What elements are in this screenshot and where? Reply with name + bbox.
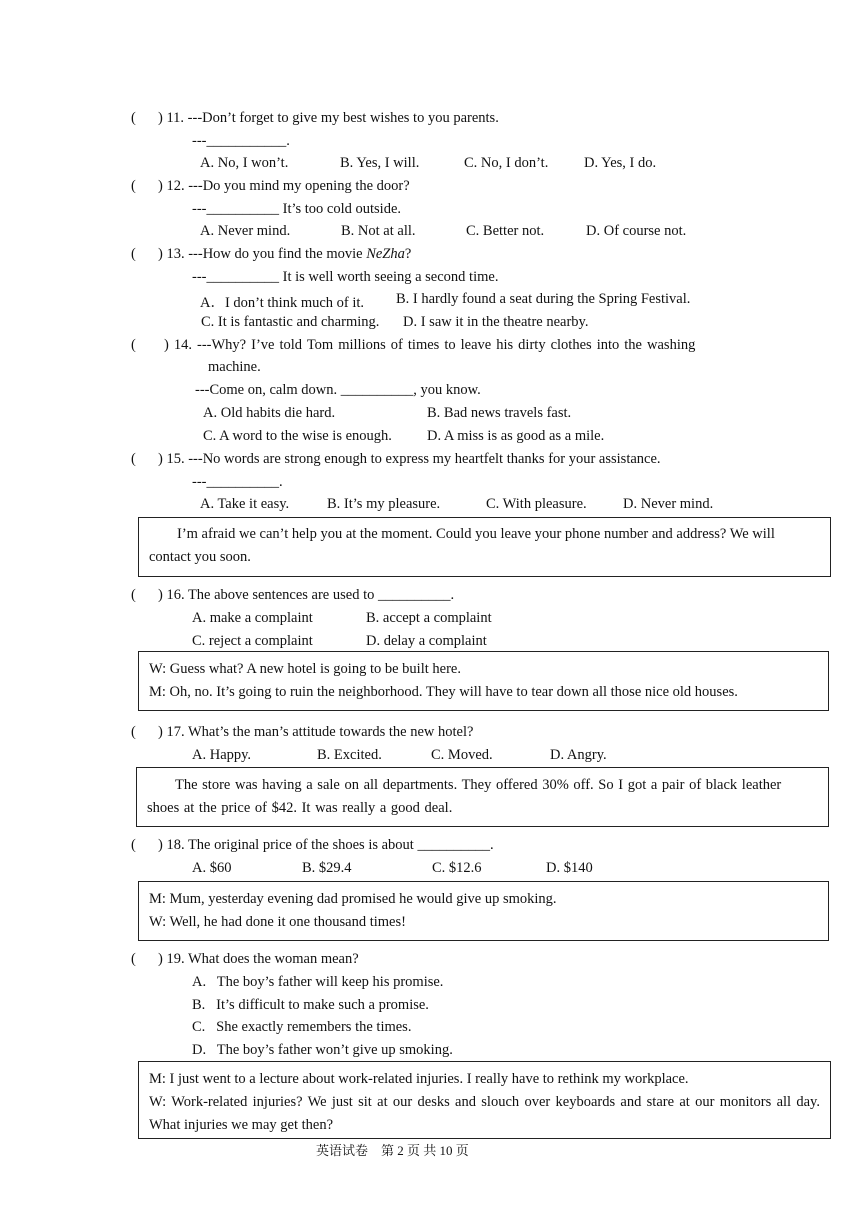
q11-option-a: A. No, I won’t. [200, 155, 289, 171]
q12-reply: ---__________ It’s too cold outside. [192, 201, 402, 217]
q17-stem: ) 17. What’s the man’s attitude towards the new hotel? [158, 724, 474, 740]
q15-option-a: A. Take it easy. [200, 496, 290, 512]
q12-option-c: C. Better not. [466, 223, 545, 239]
dialogue-line: M: Mum, yesterday evening dad promised he would give up smoking. [149, 891, 557, 907]
dialogue-line: M: I just went to a lecture about work-related injuries. I really have to rethink my workplace. [149, 1071, 689, 1087]
q18-option-b: B. $29.4 [302, 860, 352, 876]
q14-option-c: C. A word to the wise is enough. [203, 428, 392, 444]
q13-stem: ) 13. ---How do you find the movie NeZha? [158, 246, 412, 262]
q14-stem-cont: machine. [208, 359, 261, 375]
q14-option-d: D. A miss is as good as a mile. [427, 428, 605, 444]
q13-option-a: A．I don’t think much of it. [200, 295, 365, 311]
dialogue-line: W: Work-related injuries? We just sit at our desks and slouch over keyboards and stare at our monitors all day. What injuries we may get then? [149, 1094, 820, 1133]
passage-text: I’m afraid we can’t help you at the moment. Could you leave your phone number and address? We will contact you soon. [149, 526, 775, 565]
q11-option-c: C. No, I don’t. [464, 155, 549, 171]
q15-option-b: B. It’s my pleasure. [327, 496, 441, 512]
q11-stem: ) 11. ---Don’t forget to give my best wishes to you parents. [158, 110, 499, 126]
q11-option-b: B. Yes, I will. [340, 155, 420, 171]
dialogue-box-q17 [138, 651, 829, 711]
dialogue-line: W: Well, he had done it one thousand times! [149, 914, 406, 930]
q11-reply: ---___________. [192, 133, 290, 149]
q13-option-d: D. I saw it in the theatre nearby. [403, 314, 589, 330]
q19-paren: ( [131, 951, 136, 967]
q17-option-c: C. Moved. [431, 747, 493, 763]
q12-paren: ( [131, 178, 136, 194]
q19-option-c: C. She exactly remembers the times. [192, 1019, 412, 1035]
q14-option-b: B. Bad news travels fast. [427, 405, 572, 421]
q19-option-b: B. It’s difficult to make such a promise. [192, 997, 429, 1013]
q16-paren: ( [131, 587, 136, 603]
q16-option-a: A. make a complaint [192, 610, 313, 626]
dialogue-box-q20 [138, 1061, 831, 1139]
q19-stem: ) 19. What does the woman mean? [158, 951, 359, 967]
q11-paren: ( [131, 110, 136, 126]
q14-stem: ) 14. ---Why? I’ve told Tom millions of times to leave his dirty clothes into the washing [164, 337, 696, 353]
dialogue-line: M: Oh, no. It’s going to ruin the neighborhood. They will have to tear down all those nice old houses. [149, 684, 738, 700]
q12-stem: ) 12. ---Do you mind my opening the door? [158, 178, 410, 194]
q17-paren: ( [131, 724, 136, 740]
q17-option-a: A. Happy. [192, 747, 252, 763]
passage-box-q18 [136, 767, 829, 827]
q19-option-d: D. The boy’s father won’t give up smoking. [192, 1042, 453, 1058]
q16-option-d: D. delay a complaint [366, 633, 487, 649]
dialogue-line: W: Guess what? A new hotel is going to be built here. [149, 661, 461, 677]
dialogue-box-q19 [138, 881, 829, 941]
q11-option-d: D. Yes, I do. [584, 155, 657, 171]
q15-option-d: D. Never mind. [623, 496, 714, 512]
q13-movie-title: NeZha [366, 246, 405, 262]
q18-option-d: D. $140 [546, 860, 593, 876]
q19-option-a: A. The boy’s father will keep his promise. [192, 974, 444, 990]
q16-option-b: B. accept a complaint [366, 610, 492, 626]
q14-option-a: A. Old habits die hard. [203, 405, 336, 421]
q14-reply: ---Come on, calm down. __________, you know. [195, 382, 481, 398]
passage-text: The store was having a sale on all departments. They offered 30% off. So I got a pair of black leather shoes at the price of $42. It was really a good deal. [147, 777, 782, 816]
q18-paren: ( [131, 837, 136, 853]
q12-option-d: D. Of course not. [586, 223, 687, 239]
q15-reply: ---__________. [192, 474, 283, 490]
q16-option-c: C. reject a complaint [192, 633, 313, 649]
q13-option-b: B. I hardly found a seat during the Spring Festival. [396, 291, 691, 307]
q18-option-c: C. $12.6 [432, 860, 482, 876]
q12-option-a: A. Never mind. [200, 223, 291, 239]
q15-stem: ) 15. ---No words are strong enough to express my heartfelt thanks for your assistance. [158, 451, 661, 467]
q14-paren: ( [131, 337, 136, 353]
q18-stem: ) 18. The original price of the shoes is about __________. [158, 837, 494, 853]
q15-paren: ( [131, 451, 136, 467]
q18-option-a: A. $60 [192, 860, 232, 876]
q17-option-b: B. Excited. [317, 747, 382, 763]
q17-option-d: D. Angry. [550, 747, 607, 763]
q13-reply: ---__________ It is well worth seeing a second time. [192, 269, 499, 285]
q13-option-c: C. It is fantastic and charming. [201, 314, 380, 330]
q15-option-c: C. With pleasure. [486, 496, 587, 512]
q12-option-b: B. Not at all. [341, 223, 416, 239]
passage-box-q16 [138, 517, 831, 577]
q13-paren: ( [131, 246, 136, 262]
q16-stem: ) 16. The above sentences are used to __________. [158, 587, 455, 603]
page-footer: 英语试卷 第 2 页 共 10 页 [316, 1143, 469, 1158]
